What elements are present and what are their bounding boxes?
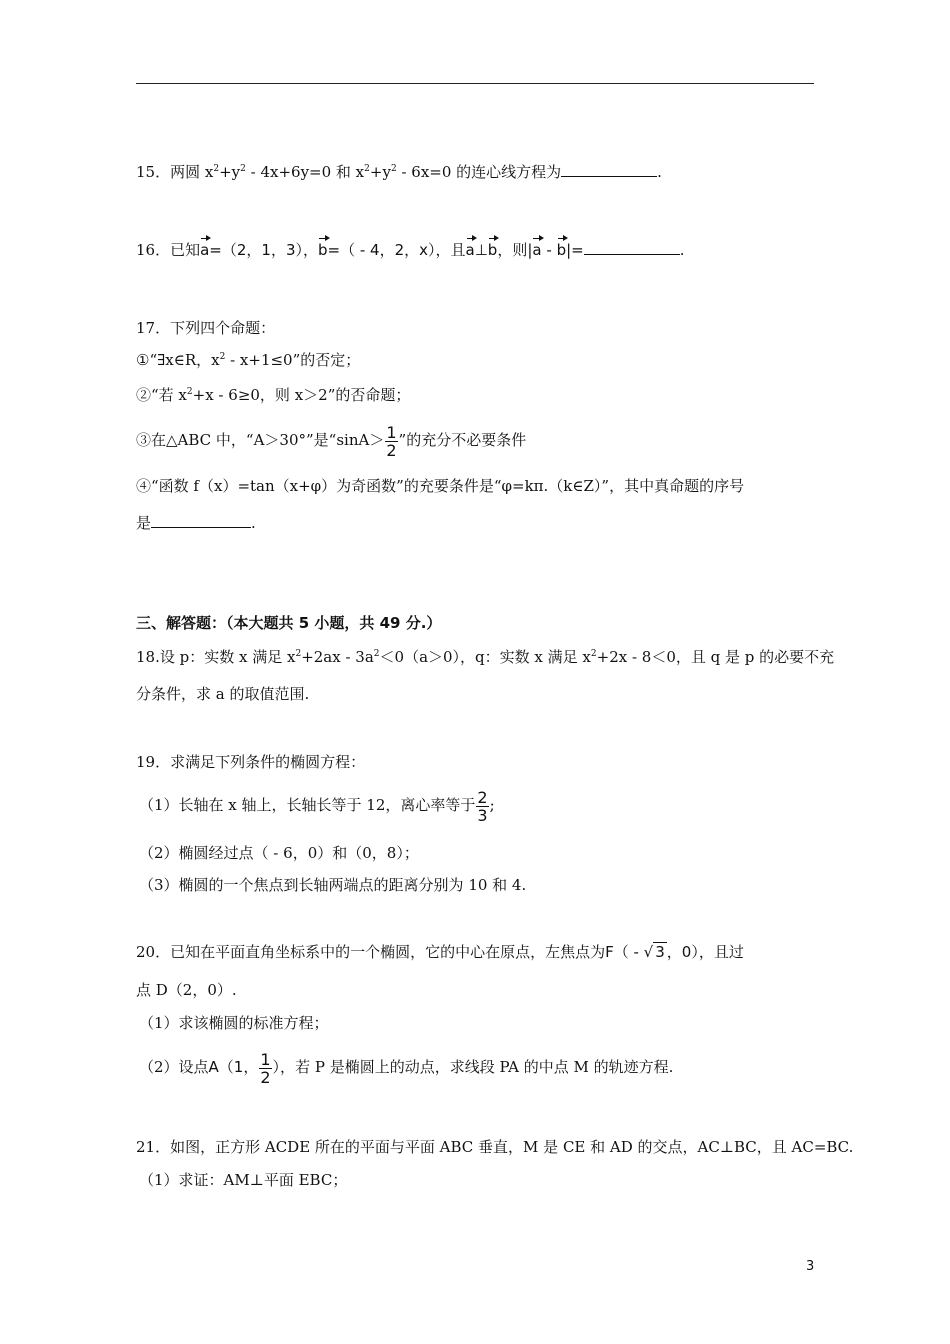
header-rule [136,83,814,84]
proposition-2: ②“若 $x^2+x - 6\ge 0$，则 x＞2”的否命题； [136,386,411,404]
fraction-one-half: $\frac{1}{2}$ [260,1049,271,1087]
vector-b: b [487,241,498,259]
fraction-one-half: $\frac{1}{2}$ [386,422,397,460]
question-19-part1: （1）长轴在 x 轴上，长轴长等于 12，离心率等于 $\frac{2}{3}$ ; [139,787,495,825]
answer-blank [151,513,251,528]
question-18-line2: 分条件，求 a 的取值范围. [136,685,310,703]
question-17-stem: 17．下列四个命题： [136,319,276,337]
vector-a: a [532,241,542,259]
vector-b: b [318,241,328,259]
fraction-two-thirds: $\frac{2}{3}$ [477,787,488,825]
answer-blank [584,240,680,255]
question-20-part2: （2）设点A（1， $\frac{1}{2}$ ），若 P 是椭圆上的动点，求线段 PA 的中点 M 的轨迹方程. [139,1049,674,1087]
section-heading: 三、解答题：（本大题共 5 小题，共 49 分.） [136,614,442,632]
page-number: 3 [806,1259,815,1274]
question-19-part2: （2）椭圆经过点（ - 6，0）和（0，8）； [139,844,419,862]
question-19-part3: （3）椭圆的一个焦点到长轴两端点的距离分别为 10 和 4. [139,876,527,894]
question-21-line1: 21．如图，正方形 ACDE 所在的平面与平面 ABC 垂直，M 是 CE 和 AD 的交点，AC⊥BC，且 AC=BC. [136,1138,854,1156]
proposition-3: ③在△ABC 中，“A＞30°”是“sinA＞ $\frac{1}{2}$ ”的充分不必要条件 [136,422,527,460]
vector-a: a [465,241,475,259]
answer-blank [561,162,657,177]
proposition-1: ①“∃x∈R，$x^2 - x+1\le 0$”的否定； [136,351,361,369]
question-15: 15．两圆 $x^2+y^2 - 4x+6y=0$ 和 $x^2+y^2 - 6x=0$ 的连心线方程为 . [136,163,662,181]
question-21-part1: （1）求证：AM⊥平面 EBC； [139,1171,348,1189]
question-18-line1: 18.设 p：实数 x 满足 $x^2+2ax - 3a^2<0(a>0)$，q：实数 x 满足 $x^2+2x - 8<0$，且 q 是 p 的必要不充 [136,648,835,666]
question-20-line2: 点 D（2，0）. [136,981,237,999]
question-17-answer: 是 . [136,514,256,532]
question-20-part1: （1）求该椭圆的标准方程； [139,1014,329,1032]
question-16: 16．已知a=（2，1，3），b=（ - 4，2，x），且a⊥b，则|a - b|= . [136,241,685,259]
proposition-4: ④“函数 f（x）=tan（x+φ）为奇函数”的充要条件是“φ=kπ.（k∈Z）”，其中真命题的序号 [136,477,745,495]
question-19-stem: 19．求满足下列条件的椭圆方程： [136,753,366,771]
sqrt-3: √ 3 [643,943,665,961]
vector-b: b [556,241,567,259]
vector-a: a [200,241,210,259]
question-20-line1: 20．已知在平面直角坐标系中的一个椭圆，它的中心在原点，左焦点为F（ - √ 3 ，0），且过 [136,943,744,961]
